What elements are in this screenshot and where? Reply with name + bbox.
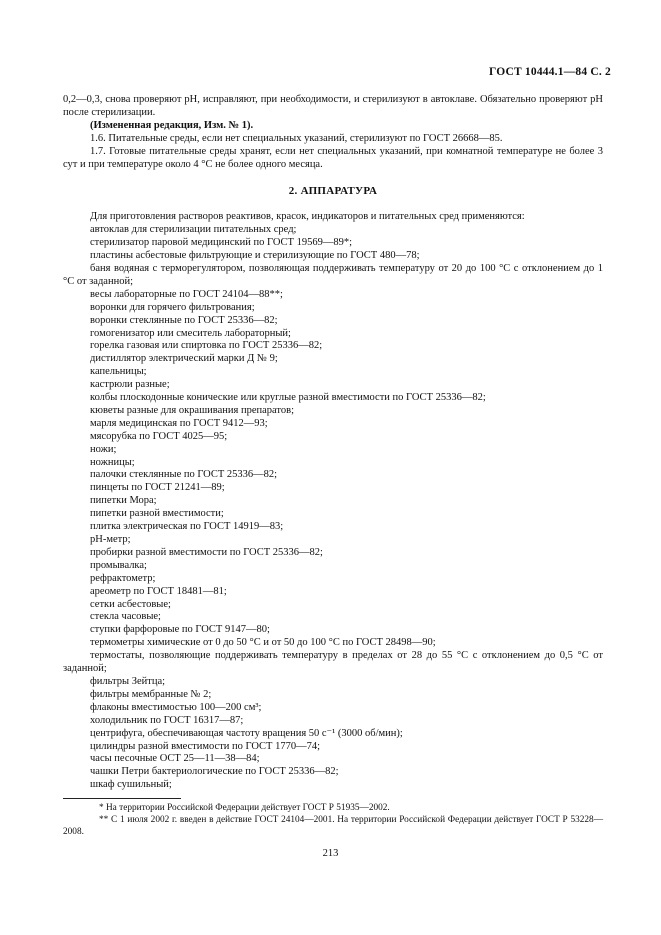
list-item: термометры химические от 0 до 50 °С и от 50 до 100 °С по ГОСТ 28498—90; bbox=[90, 637, 436, 649]
apparatus-list bbox=[63, 224, 603, 792]
list-item: марля медицинская по ГОСТ 9412—93; bbox=[90, 417, 268, 429]
page-number: 213 bbox=[322, 848, 339, 859]
list-item: капельницы; bbox=[90, 366, 147, 378]
list-item: горелка газовая или спиртовка по ГОСТ 25336—82; bbox=[90, 340, 323, 352]
list-item: кюветы разные для окрашивания препаратов; bbox=[90, 404, 294, 416]
list-item: пробирки разной вместимости по ГОСТ 25336—82; bbox=[90, 546, 323, 558]
list-item: дистиллятор электрический марки Д № 9; bbox=[90, 353, 278, 365]
list-item: автоклав для стерилизации питательных сред; bbox=[90, 224, 297, 236]
list-item: пипетки Мора; bbox=[90, 495, 157, 507]
list-item: колбы плоскодонные конические или круглые разной вместимости по ГОСТ 25336—82; bbox=[90, 392, 486, 404]
list-item: сетки асбестовые; bbox=[90, 598, 171, 610]
list-item: стерилизатор паровой медицинский по ГОСТ 19569—89*; bbox=[90, 237, 352, 249]
section-lead: Для приготовления растворов реактивов, красок, индикаторов и питательных сред применяются: bbox=[90, 211, 525, 223]
intro-paragraph: 0,2—0,3, снова проверяют рН, исправляют, при необходимости, и стерилизуют в автоклаве. Обязательно проверяют рН после стерилизации. bbox=[63, 94, 603, 118]
list-item: ножницы; bbox=[90, 456, 135, 468]
footnote-2: ** С 1 июля 2002 г. введен в действие ГОСТ 24104—2001. На территории Российской Федерации действует ГОСТ Р 53228—2008. bbox=[63, 815, 603, 837]
list-item: гомогенизатор или смеситель лабораторный; bbox=[90, 327, 291, 339]
list-item: пинцеты по ГОСТ 21241—89; bbox=[90, 482, 225, 494]
list-item: баня водяная с терморегулятором, позволяющая поддерживать температуру от 20 до 100 °С с отклонением до 1 °С от заданной; bbox=[63, 262, 603, 287]
revision-note: (Измененная редакция, Изм. № 1). bbox=[90, 119, 254, 131]
list-item: плитка электрическая по ГОСТ 14919—83; bbox=[90, 521, 284, 533]
list-item: чашки Петри бактериологические по ГОСТ 25336—82; bbox=[90, 766, 339, 778]
list-item: флаконы вместимостью 100—200 см³; bbox=[90, 701, 262, 713]
footnote-divider bbox=[63, 798, 181, 799]
list-item: воронки стеклянные по ГОСТ 25336—82; bbox=[90, 314, 278, 326]
list-item: цилиндры разной вместимости по ГОСТ 1770—74; bbox=[90, 740, 320, 752]
list-item: палочки стеклянные по ГОСТ 25336—82; bbox=[90, 469, 278, 481]
clause-1-6: 1.6. Питательные среды, если нет специальных указаний, стерилизуют по ГОСТ 26668—85. bbox=[90, 132, 503, 144]
list-item: весы лабораторные по ГОСТ 24104—88**; bbox=[90, 288, 283, 300]
clause-1-7: 1.7. Готовые питательные среды хранят, если нет специальных указаний, при комнатной температуре не более 3 сут и при температуре около 4 °С не более одного месяца. bbox=[63, 145, 603, 170]
list-item: фильтры Зейтца; bbox=[90, 675, 166, 687]
footnotes bbox=[63, 802, 603, 838]
page-header-doc-ref: ГОСТ 10444.1—84 С. 2 bbox=[488, 66, 611, 78]
list-item: холодильник по ГОСТ 16317—87; bbox=[90, 714, 244, 726]
list-item: ступки фарфоровые по ГОСТ 9147—80; bbox=[90, 624, 270, 636]
list-item: ареометр по ГОСТ 18481—81; bbox=[90, 585, 227, 597]
list-item: промывалка; bbox=[90, 559, 147, 571]
list-item: пластины асбестовые фильтрующие и стерилизующие по ГОСТ 480—78; bbox=[90, 250, 420, 262]
list-item: рефрактометр; bbox=[90, 572, 156, 584]
list-item: стекла часовые; bbox=[90, 611, 161, 623]
list-item: мясорубка по ГОСТ 4025—95; bbox=[90, 430, 228, 442]
list-item: кастрюли разные; bbox=[90, 379, 170, 391]
list-item: рН-метр; bbox=[90, 534, 131, 545]
list-item: часы песочные ОСТ 25—11—38—84; bbox=[90, 753, 260, 765]
list-item: шкаф сушильный; bbox=[90, 779, 172, 791]
list-item: пипетки разной вместимости; bbox=[90, 508, 224, 520]
list-item: воронки для горячего фильтрования; bbox=[90, 301, 255, 313]
list-item: ножи; bbox=[90, 443, 117, 455]
footnote-1: * На территории Российской Федерации действует ГОСТ Р 51935—2002. bbox=[99, 803, 390, 813]
list-item: фильтры мембранные № 2; bbox=[90, 688, 212, 700]
page-content bbox=[63, 94, 603, 792]
list-item: центрифуга, обеспечивающая частоту вращения 50 с⁻¹ (3000 об/мин); bbox=[90, 727, 403, 739]
list-item: термостаты, позволяющие поддерживать температуру в пределах от 28 до 55 °С с отклонением до 0,5 °С от заданной; bbox=[63, 650, 603, 675]
section-title: 2. АППАРАТУРА bbox=[288, 185, 378, 198]
